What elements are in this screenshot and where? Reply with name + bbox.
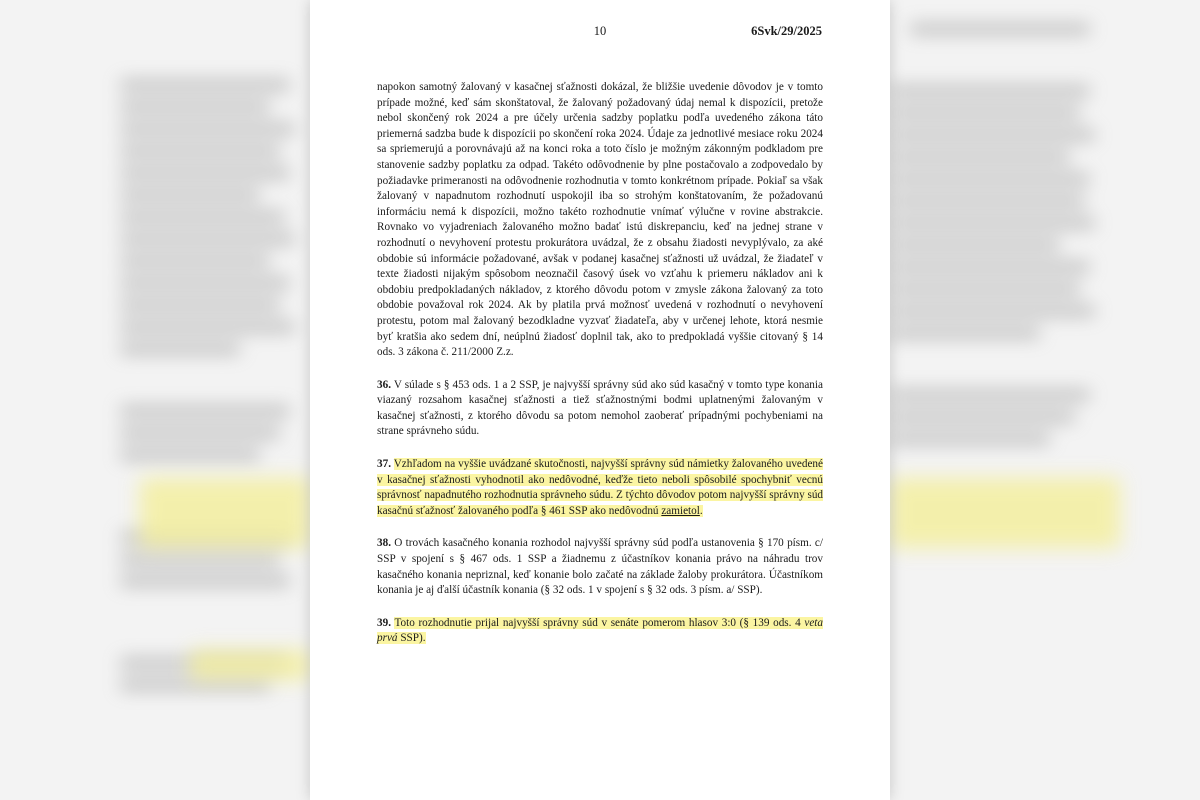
paragraph-38 bbox=[377, 536, 823, 598]
paragraph-number: 37. bbox=[377, 458, 391, 471]
paragraph-end: . bbox=[699, 504, 703, 517]
paragraph-text: Vzhľadom na vyššie uvádzané skutočnosti, najvyšší správny súd námietky žalovaného uvedené v kasačnej sťažnosti vyhodnotil ako nedôvodné, keďže tieto neboli spôsobilé spochybniť vecnú správnosť napadnutého rozhodnutia správneho súdu. Z týchto dôvodov potom najvyšší správny súd kasačnú sťažnosť žalovaného podľa § 461 SSP ako nedôvodnú bbox=[377, 458, 824, 517]
paragraph-37 bbox=[377, 457, 823, 519]
paragraph-text: napokon samotný žalovaný v kasačnej sťažnosti dokázal, že bližšie uvedenie dôvodov je v tomto prípade možné, keď sám skonštatoval, že žalovaný požadovaný údaj nemal k dispozícii, pretože nebol skončený rok 2024 a pre účely určenia sadzby poplatku podľa uvedeného zákona táto priemerná sadzba bude k dispozícii po skončení roka 2024. Údaje za jednotlivé mesiace roku 2024 sa spriemerujú a porovnávajú až na konci roka a toto číslo je možným zákonným podkladom pre stanovenie sadzby poplatku za odpad. Takéto odôvodnenie by plne postačovalo a zodpovedalo by požiadavke primeranosti na odôvodnenie rozhodnutia v tomto konkrétnom prípade. Pokiaľ sa však žalovaný v napadnutom rozhodnutí uspokojil iba so strohým konštatovaním, že požadovanú informáciu nemá k dispozícii, možno takéto rozhodnutie vnímať výlučne v rovine abstrakcie. Rovnako vo vyjadreniach žalovaného možno badať istú diskrepanciu, keď na jednej strane v rozhodnutí o nevyhovení protestu prokurátora uvádzal, že z obsahu žiadosti nevyplývalo, za aké obdobie sú informácie požadované, avšak v podanej kasačnej sťažnosti už uvádzal, že žiadateľ v texte žiadosti nijakým spôsobom neoznačil časový úsek vo vzťahu k priemeru nákladov ani k obdobiu predpokladaných nákladov, z ktorého dôvodu potom v zmysle zákona žalovaný za toto obdobie považoval rok 2024. Ak by platila prvá možnosť uvedená v rozhodnutí o nevyhovení protestu, potom mal žalovaný bezodkladne vyzvať žiadateľa, aby v určenej lehote, ktorá nesmie byť kratšia ako sedem dní, neúplnú žiadosť doplnil tak, ako to predpokladá vyššie citovaný § 14 ods. 3 zákona č. 211/2000 Z.z. bbox=[377, 81, 823, 359]
blurred-left-page bbox=[120, 0, 310, 800]
paragraph-number: 39. bbox=[377, 616, 391, 629]
paragraph-39 bbox=[377, 616, 823, 647]
blurred-highlight-left-2 bbox=[190, 650, 310, 680]
paragraph-text: Toto rozhodnutie prijal najvyšší správny súd v senáte pomerom hlasov 3:0 (§ 139 ods. 4 bbox=[394, 616, 801, 629]
paragraph-text: V súlade s § 453 ods. 1 a 2 SSP, je najvyšší správny súd ako súd kasačný v tomto type konania viazaný rozsahom kasačnej sťažnosti a tiež sťažnostnými bodmi uplatnenými žalovaným v kasačnej sťažnosti, z ktorého dôvodu sa potom nemohol zaoberať prípadnými pochybeniami na strane správneho súdu. bbox=[377, 378, 823, 438]
italic-phrase: veta prvá bbox=[377, 616, 824, 645]
paragraph-36 bbox=[377, 378, 823, 440]
document-body bbox=[377, 80, 823, 664]
case-number: 6Svk/29/2025 bbox=[751, 24, 822, 38]
paragraph-continuation bbox=[377, 80, 823, 361]
paragraph-number: 36. bbox=[377, 378, 391, 391]
page-number: 10 bbox=[593, 24, 607, 38]
paragraph-number: 38. bbox=[377, 537, 391, 550]
blurred-highlight-right bbox=[890, 478, 1120, 548]
paragraph-text: O trovách kasačného konania rozhodol najvyšší správny súd podľa ustanovenia § 170 písm. c/ SSP v spojení s § 467 ods. 1 SSP a žiadnemu z účastníkov konania právo na náhradu trov kasačného konania nepriznal, keď konanie bolo začaté na základe žaloby prokurátora. Účastníkom konania je aj ďalší účastník konania (§ 32 ods. 1 v spojení s § 32 ods. 3 písm. a/ SSP). bbox=[377, 537, 824, 597]
highlighted-text bbox=[377, 617, 823, 645]
highlighted-text bbox=[377, 458, 823, 517]
underlined-word: zamietol bbox=[661, 504, 700, 517]
paragraph-end: SSP). bbox=[400, 632, 426, 645]
blurred-highlight-left bbox=[140, 478, 310, 548]
document-page bbox=[310, 0, 890, 800]
blurred-right-page bbox=[890, 0, 1110, 800]
